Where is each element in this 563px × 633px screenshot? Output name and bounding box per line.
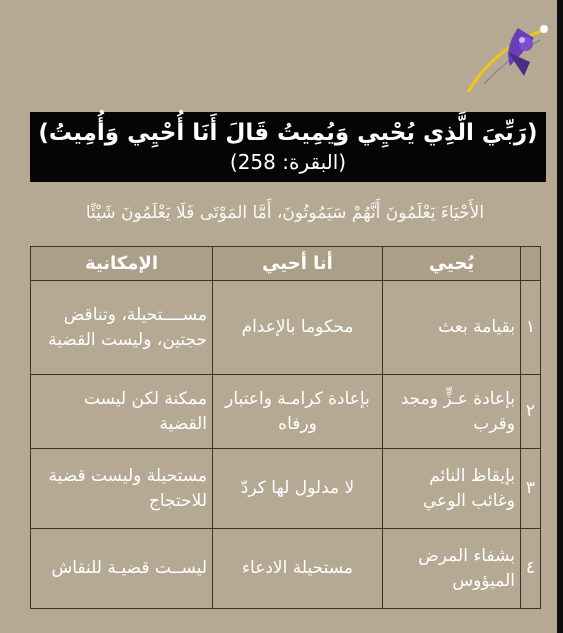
cell-ana-uhyi: مستحيلة الادعاء xyxy=(213,529,383,609)
cell-yuhyi: بقيامة بعث xyxy=(383,281,521,375)
cell-ana-uhyi: بإعادة كرامـة واعتبار ورفاه xyxy=(213,375,383,449)
cell-imkaniya: ليســت قضيـة للنقاش xyxy=(31,529,213,609)
cell-ana-uhyi: محكوما بالإعدام xyxy=(213,281,383,375)
table-row xyxy=(31,449,541,529)
orbit-logo-icon xyxy=(464,18,550,98)
table-row xyxy=(31,281,541,375)
cell-yuhyi: بإيقاظ النائم وغائب الوعي xyxy=(383,449,521,529)
table-header-row xyxy=(31,247,541,281)
row-number: ٤ xyxy=(521,529,541,609)
cell-imkaniya: ممكنة لكن ليست القضية xyxy=(31,375,213,449)
header-yuhyi: يُحيي xyxy=(383,247,521,281)
sub-verse: الأَحْيَاءَ يَعْلَمُونَ أَنَّهُمْ سَيَمُوتُونَ، أَمَّا المَوْتَى فَلَا يَعْلَمُونَ شَيْئًا xyxy=(85,203,485,223)
row-number: ١ xyxy=(521,281,541,375)
row-number: ٣ xyxy=(521,449,541,529)
row-number: ٢ xyxy=(521,375,541,449)
comparison-table xyxy=(30,246,541,609)
right-edge-strip xyxy=(557,0,563,633)
header-ana-uhyi: أنا أحيي xyxy=(213,247,383,281)
cell-imkaniya: مستحيلة وليست قضية للاحتجاج xyxy=(31,449,213,529)
table-row xyxy=(31,529,541,609)
cell-yuhyi: بإعادة عـزٍّ ومجد وقرب xyxy=(383,375,521,449)
cell-yuhyi: بشفاء المرض الميؤوس xyxy=(383,529,521,609)
verse-reference: (البقرة: 258) xyxy=(229,150,347,174)
cell-imkaniya: مســــتحيلة، وتناقض حجتين، وليست القضية xyxy=(31,281,213,375)
verse-text: (رَبِّيَ الَّذِي يُحْيِي وَيُمِيتُ قَالَ أَنَا أُحْيِي وَأُمِيتُ) xyxy=(38,120,538,146)
verse-box xyxy=(30,112,546,182)
table-row xyxy=(31,375,541,449)
cell-ana-uhyi: لا مدلول لها كردّ xyxy=(213,449,383,529)
header-imkaniya: الإمكانية xyxy=(31,247,213,281)
header-number xyxy=(521,247,541,281)
